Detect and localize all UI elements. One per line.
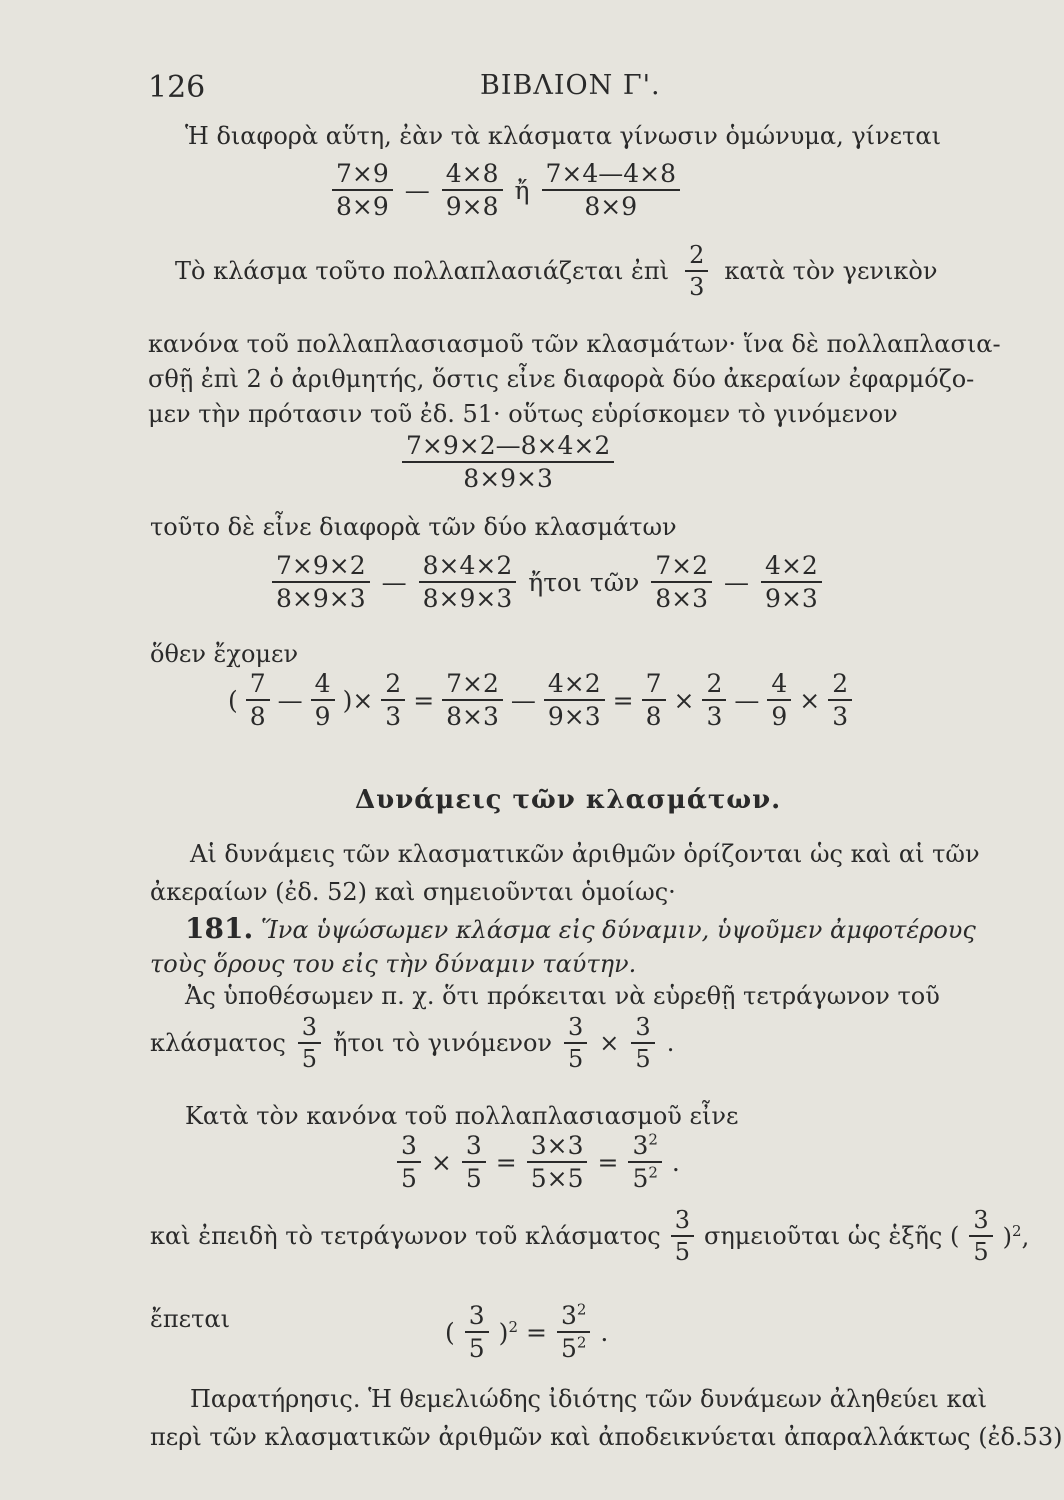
paragraph-number: 181. [185,912,254,945]
equation-1: $\frac{7\times 9}{8\times 9}$ — $\frac{4\times 8}{9\times 8}$ ἤ $\frac{7\times 4—4\times 8}{8\times 9}$ [330,158,682,223]
text-line: κλάσματος $\frac{3}{5}$ ἤτοι τὸ γινόμενον $\frac{3}{5}$ × $\frac{3}{5}$ . [150,1013,675,1073]
equation-6: ( $\frac{3}{5}$ )$^2$ = $\frac{3^2}{5^2}$ . [445,1300,609,1364]
fraction: $\frac{3}{5}$ [462,1130,486,1195]
fraction: $\frac{7\times 9}{8\times 9}$ [332,158,393,223]
text-line: ὅθεν ἔχομεν [150,640,299,668]
equation-3: $\frac{7\times 9\times 2}{8\times 9\times 3}$ — $\frac{8\times 4\times 2}{8\times 9\times 3}$ ἤτοι τῶν $\frac{7\times 2}{8\times 3}$ — $\frac{4\times 2}{9\times 3}$ [270,550,824,615]
fraction: $\frac{3}{5}$ [465,1300,489,1365]
text-line: τοὺς ὅρους του εἰς τὴν δύναμιν ταύτην. [150,950,637,978]
text-line: Ἀς ὑποθέσωμεν π. χ. ὅτι πρόκειται νὰ εὑρεθῇ τετράγωνον τοῦ [185,982,940,1010]
fraction: $\frac{7}{8}$ [642,668,666,733]
fraction: $\frac{2}{3}$ [381,668,405,733]
text-line: Τὸ κλάσμα τοῦτο πολλαπλασιάζεται ἐπὶ $\frac{2}{3}$ κατὰ τὸν γενικὸν [175,241,938,301]
fraction: $\frac{7\times 2}{8\times 3}$ [442,668,503,733]
fraction: $\frac{3^2}{5^2}$ [557,1300,590,1365]
fraction: $\frac{7\times 4—4\times 8}{8\times 9}$ [542,158,681,223]
fraction: $\frac{7}{8}$ [246,668,270,733]
fraction: $\frac{3}{5}$ [298,1012,321,1074]
fraction: $\frac{4}{9}$ [767,668,791,733]
fraction: $\frac{7\times 9\times 2}{8\times 9\times 3}$ [272,550,370,615]
text-line: μεν τὴν πρότασιν τοῦ ἐδ. 51· οὕτως εὑρίσκομεν τὸ γινόμενον [148,400,898,428]
text-line: Ἡ διαφορὰ αὕτη, ἐὰν τὰ κλάσματα γίνωσιν ὁμώνυμα, γίνεται [185,122,942,150]
running-title: ΒΙΒΛΙΟΝ Γ'. [480,70,661,101]
equation-5: $\frac{3}{5}$ × $\frac{3}{5}$ = $\frac{3\times 3}{5\times 5}$ = $\frac{3^2}{5^2}$ . [395,1130,680,1195]
fraction: $\frac{3}{5}$ [671,1205,694,1267]
fraction: $\frac{3}{5}$ [969,1205,992,1267]
fraction: $\frac{7\times 2}{8\times 3}$ [651,550,712,615]
fraction: $\frac{3\times 3}{5\times 5}$ [527,1130,588,1195]
fraction: $\frac{4}{9}$ [311,668,335,733]
text-line: Κατὰ τὸν κανόνα τοῦ πολλαπλασιασμοῦ εἶνε [185,1102,739,1130]
fraction: $\frac{4\times 2}{9\times 3}$ [544,668,605,733]
equation-2 [400,430,616,495]
text-line: τοῦτο δὲ εἶνε διαφορὰ τῶν δύο κλασμάτων [150,513,677,541]
section-heading: Δυνάμεις τῶν κλασμάτων. [355,785,782,815]
fraction: $\frac{3^2}{5^2}$ [628,1130,661,1195]
text-line: Παρατήρησις. Ἡ θεμελιώδης ἰδιότης τῶν δυνάμεων ἀληθεύει καὶ [190,1385,988,1413]
fraction: $\frac{2}{3}$ [828,668,852,733]
text-line: κανόνα τοῦ πολλαπλασιασμοῦ τῶν κλασμάτων· ἵνα δὲ πολλαπλασια- [148,330,1001,358]
equation-4: ( $\frac{7}{8}$ — $\frac{4}{9}$ )× $\frac{2}{3}$ = $\frac{7\times 2}{8\times 3}$ — $\frac{4\times 2}{9\times 3}$ = $\frac{7}{8}$ × $\frac{2}{3}$ — $\frac{4}{9}$ × $\frac{2}{3}$ [228,668,854,733]
fraction: $\frac{2}{3}$ [702,668,726,733]
text-line: 181. Ἵνα ὑψώσωμεν κλάσμα εἰς δύναμιν, ὑψοῦμεν ἀμφοτέρους [185,912,976,945]
text-line: Αἱ δυνάμεις τῶν κλασματικῶν ἀριθμῶν ὁρίζονται ὡς καὶ αἱ τῶν [190,840,980,868]
fraction: $\frac{7\times 9\times 2—8\times 4\times 2}{8\times 9\times 3}$ [402,430,614,495]
text-line: ἀκεραίων (ἐδ. 52) καὶ σημειοῦνται ὁμοίως· [150,878,676,906]
page-number: 126 [148,70,206,105]
fraction: $\frac{8\times 4\times 2}{8\times 9\times 3}$ [419,550,517,615]
text-line: ἔπεται [150,1305,230,1333]
fraction: $\frac{4\times 2}{9\times 3}$ [761,550,822,615]
fraction: $\frac{3}{5}$ [564,1012,587,1074]
text-line: σθῇ ἐπὶ 2 ὁ ἀριθμητής, ὅστις εἶνε διαφορὰ δύο ἀκεραίων ἐφαρμόζο- [148,365,975,393]
text-line: περὶ τῶν κλασματικῶν ἀριθμῶν καὶ ἀποδεικνύεται ἀπαραλλάκτως (ἐδ.53) [150,1423,1063,1451]
fraction: $\frac{4\times 8}{9\times 8}$ [442,158,503,223]
text-line: καὶ ἐπειδὴ τὸ τετράγωνον τοῦ κλάσματος $\frac{3}{5}$ σημειοῦται ὡς ἑξῆς ( $\frac{3}{5}$ )$^2$, [150,1206,1030,1266]
fraction: $\frac{3}{5}$ [397,1130,421,1195]
fraction: $\frac{3}{5}$ [631,1012,654,1074]
fraction: $\frac{2}{3}$ [685,240,708,302]
